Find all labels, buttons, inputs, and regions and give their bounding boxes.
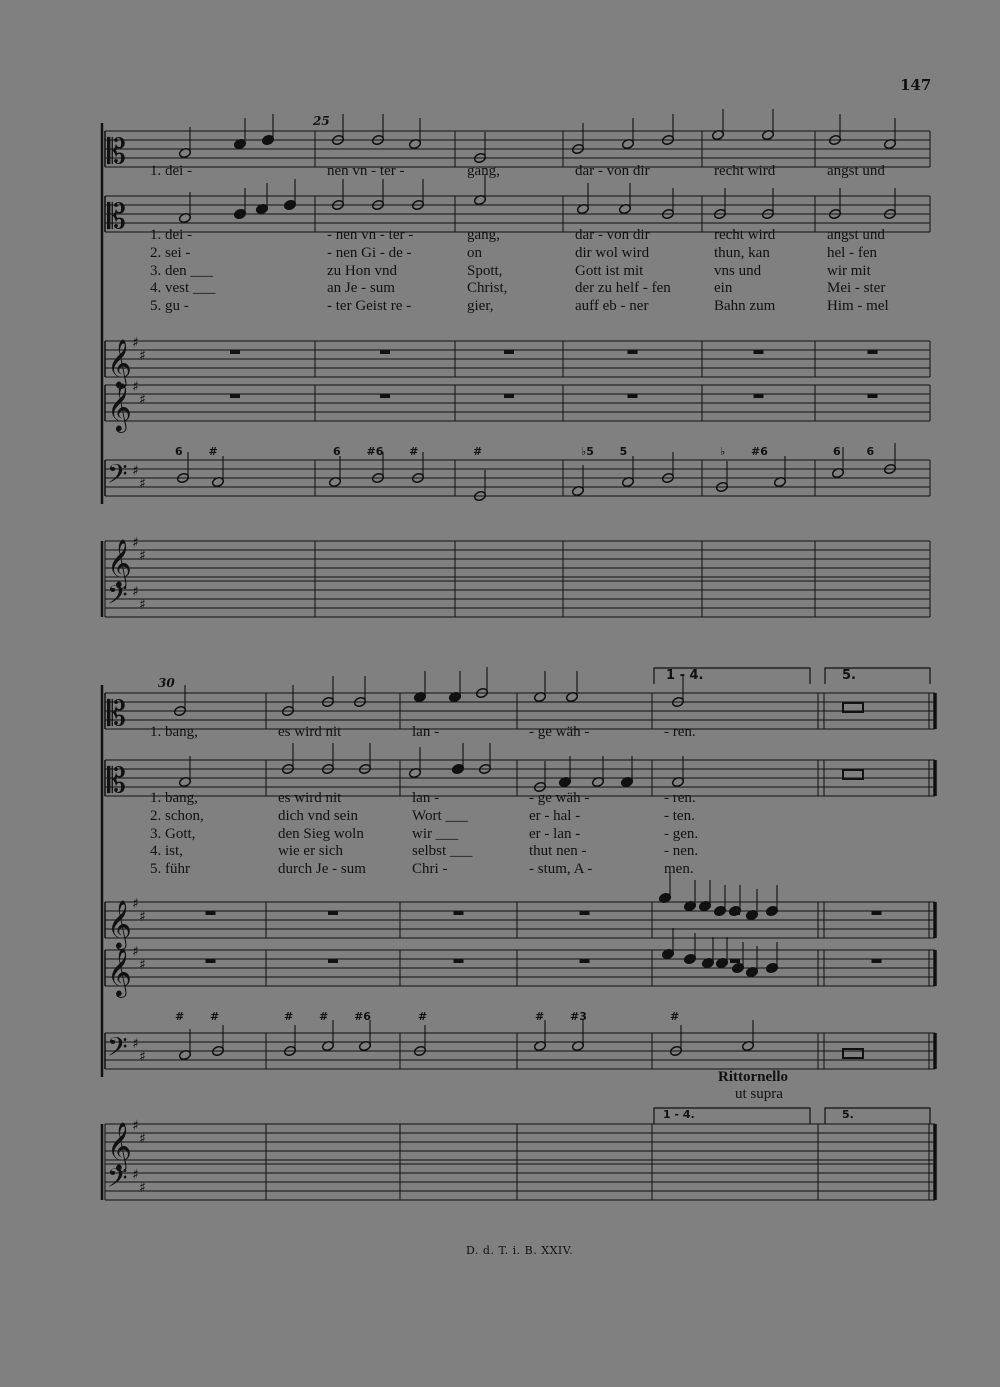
page-number: 147	[900, 76, 932, 94]
bass-clef-icon: 𝄢	[107, 579, 128, 617]
sharp-icon: ♯	[139, 476, 146, 492]
lyric-syllable: dir wol wird	[575, 244, 650, 261]
figure-numeral: #	[418, 1010, 428, 1023]
lyric-syllable: der zu helf - fen	[575, 280, 671, 297]
lyric-syllable: wie er sich	[278, 843, 343, 860]
lyric-syllable: Christ,	[467, 280, 508, 297]
whole-rest	[206, 959, 216, 963]
lyric-syllable: - gen.	[664, 825, 699, 842]
lyric-syllable: thun, kan	[714, 244, 770, 261]
treble-clef-icon: 𝄞	[107, 538, 132, 587]
sharp-icon: ♯	[132, 335, 139, 351]
lyric-syllable: den Sieg woln	[278, 825, 364, 842]
sharp-icon: ♯	[132, 944, 139, 960]
lyric-syllable: es wird nit	[278, 724, 342, 740]
figure-numeral: 6 #6 #	[333, 445, 419, 458]
lyric-syllable: men.	[664, 861, 694, 878]
figure-numeral: #	[670, 1010, 680, 1023]
sharp-icon: ♯	[139, 348, 146, 364]
treble-clef-icon: 𝄞	[107, 1121, 132, 1170]
figure-numeral: 6 #	[175, 445, 218, 458]
figure-numeral: ♭5 5	[581, 445, 628, 458]
sharp-icon: ♯	[139, 957, 146, 973]
lyric-syllable: 4. ist,	[150, 843, 183, 860]
lyric-syllable: - ten.	[664, 807, 695, 824]
lyric-syllable: wir ___	[412, 825, 459, 842]
lyric-syllable: - ren.	[664, 790, 696, 806]
lyric-syllable: - ren.	[664, 724, 696, 740]
volta-ending-2: 5.	[842, 668, 856, 683]
lyric-syllable: 5. gu -	[150, 298, 189, 315]
lyric-syllable: 2. schon,	[150, 807, 204, 824]
whole-rest	[730, 959, 740, 963]
figure-numeral: # #3	[535, 1010, 587, 1023]
volta-ending-2-continuo: 5.	[842, 1108, 854, 1121]
lyric-syllable: recht wird	[714, 163, 776, 179]
lyric-syllable: - nen vn - ter -	[327, 227, 414, 243]
lyric-syllable: thut nen -	[529, 843, 587, 860]
sharp-icon: ♯	[132, 584, 139, 600]
alto-clef-icon: 𝄡	[107, 132, 126, 172]
whole-rest	[504, 350, 514, 354]
ritornello-label: Rittornello	[718, 1069, 788, 1085]
sharp-icon: ♯	[132, 1036, 139, 1052]
lyric-syllable: selbst ___	[412, 843, 473, 860]
treble-clef-icon: 𝄞	[107, 947, 132, 996]
whole-rest	[868, 350, 878, 354]
whole-rest	[230, 350, 240, 354]
sharp-icon: ♯	[132, 463, 139, 479]
lyric-syllable: 4. vest ___	[150, 280, 216, 297]
whole-rest	[868, 394, 878, 398]
whole-rest	[754, 394, 764, 398]
lyric-syllable: dar - von dir	[575, 227, 650, 243]
whole-rest	[872, 959, 882, 963]
alto-clef-icon: 𝄡	[107, 197, 126, 237]
lyric-syllable: Him - mel	[827, 298, 889, 315]
whole-rest	[580, 911, 590, 915]
lyric-syllable: er - lan -	[529, 825, 581, 842]
lyric-syllable: hel - fen	[827, 244, 877, 261]
figure-numeral: # # #6	[284, 1010, 371, 1023]
whole-rest	[872, 911, 882, 915]
sharp-icon: ♯	[139, 1049, 146, 1065]
whole-rest	[454, 911, 464, 915]
volta-bracket	[825, 668, 930, 684]
lyric-syllable: Spott,	[467, 262, 503, 279]
whole-rest	[628, 350, 638, 354]
whole-rest	[380, 394, 390, 398]
volta-bracket	[825, 1108, 930, 1124]
lyric-syllable: 1. dei -	[150, 163, 193, 179]
lyric-syllable: dar - von dir	[575, 163, 650, 179]
lyric-syllable: Chri -	[412, 861, 448, 878]
figure-numeral: #	[473, 445, 483, 458]
sharp-icon: ♯	[139, 548, 146, 564]
lyric-syllable: - nen.	[664, 843, 699, 860]
lyric-syllable: recht wird	[714, 227, 776, 243]
whole-rest	[628, 394, 638, 398]
lyric-syllable: gang,	[467, 227, 500, 243]
figure-numeral: ♭ #6	[720, 445, 768, 458]
lyric-syllable: er - hal -	[529, 807, 581, 824]
figure-numeral: 6 6	[833, 445, 875, 458]
lyric-syllable: auff eb - ner	[575, 298, 649, 315]
lyric-syllable: Mei - ster	[827, 280, 886, 297]
whole-rest	[328, 959, 338, 963]
lyric-syllable: 5. führ	[150, 861, 190, 878]
lyric-syllable: 2. sei -	[150, 244, 191, 261]
volta-ending-1: 1 - 4.	[666, 668, 704, 683]
whole-rest	[580, 959, 590, 963]
sharp-icon: ♯	[139, 1131, 146, 1147]
lyric-syllable: Bahn zum	[714, 298, 776, 315]
measure-number: 30	[158, 676, 175, 690]
measure-number: 25	[313, 114, 330, 128]
lyric-syllable: - ge wäh -	[529, 790, 590, 806]
lyric-syllable: angst und	[827, 227, 885, 243]
sharp-icon: ♯	[132, 379, 139, 395]
lyric-syllable: wir mit	[827, 262, 871, 279]
whole-rest	[454, 959, 464, 963]
footer-citation: D. d. T. i. B. XXIV.	[466, 1244, 574, 1257]
lyric-syllable: vns und	[714, 262, 762, 279]
lyric-syllable: an Je - sum	[327, 280, 395, 297]
sharp-icon: ♯	[132, 1118, 139, 1134]
sharp-icon: ♯	[132, 1167, 139, 1183]
lyric-syllable: es wird nit	[278, 790, 342, 806]
whole-rest	[380, 350, 390, 354]
lyric-syllable: ein	[714, 280, 733, 297]
lyric-syllable: - nen Gi - de -	[327, 244, 412, 261]
sharp-icon: ♯	[139, 1180, 146, 1196]
sharp-icon: ♯	[132, 535, 139, 551]
lyric-syllable: lan -	[412, 790, 440, 806]
alto-clef-icon: 𝄡	[107, 694, 126, 734]
lyric-syllable: nen vn - ter -	[327, 163, 405, 179]
lyric-syllable: durch Je - sum	[278, 861, 366, 878]
bass-clef-icon: 𝄢	[107, 1031, 128, 1069]
bass-clef-icon: 𝄢	[107, 458, 128, 496]
sharp-icon: ♯	[139, 392, 146, 408]
lyric-syllable: Wort ___	[412, 807, 468, 824]
figure-numeral: # #	[175, 1010, 220, 1023]
whole-rest	[504, 394, 514, 398]
lyric-syllable: gang,	[467, 163, 500, 179]
ritornello-instruction: ut supra	[735, 1086, 783, 1102]
lyric-syllable: 3. den ___	[150, 262, 213, 279]
alto-clef-icon: 𝄡	[107, 761, 126, 801]
treble-clef-icon: 𝄞	[107, 338, 132, 387]
lyric-syllable: zu Hon vnd	[327, 262, 397, 279]
lyric-syllable: angst und	[827, 163, 885, 179]
sharp-icon: ♯	[132, 896, 139, 912]
treble-clef-icon: 𝄞	[107, 899, 132, 948]
volta-ending-1-continuo: 1 - 4.	[663, 1108, 695, 1121]
whole-rest	[754, 350, 764, 354]
lyric-syllable: 1. dei -	[150, 227, 193, 243]
breve-note	[843, 1049, 863, 1058]
lyric-syllable: lan -	[412, 724, 440, 740]
whole-rest	[206, 911, 216, 915]
bass-clef-icon: 𝄢	[107, 1162, 128, 1200]
treble-clef-icon: 𝄞	[107, 382, 132, 431]
lyric-syllable: dich vnd sein	[278, 807, 358, 824]
lyric-syllable: gier,	[467, 298, 494, 315]
lyric-syllable: - stum, A -	[529, 861, 593, 878]
sharp-icon: ♯	[139, 597, 146, 613]
lyric-syllable: 1. bang,	[150, 790, 198, 806]
whole-rest	[328, 911, 338, 915]
lyric-syllable: - ter Geist re -	[327, 298, 412, 315]
lyric-syllable: Gott ist mit	[575, 262, 644, 279]
lyric-syllable: on	[467, 244, 482, 261]
lyric-syllable: 3. Gott,	[150, 825, 196, 842]
lyric-syllable: 1. bang,	[150, 724, 198, 740]
lyric-syllable: - ge wäh -	[529, 724, 590, 740]
whole-rest	[230, 394, 240, 398]
sharp-icon: ♯	[139, 909, 146, 925]
